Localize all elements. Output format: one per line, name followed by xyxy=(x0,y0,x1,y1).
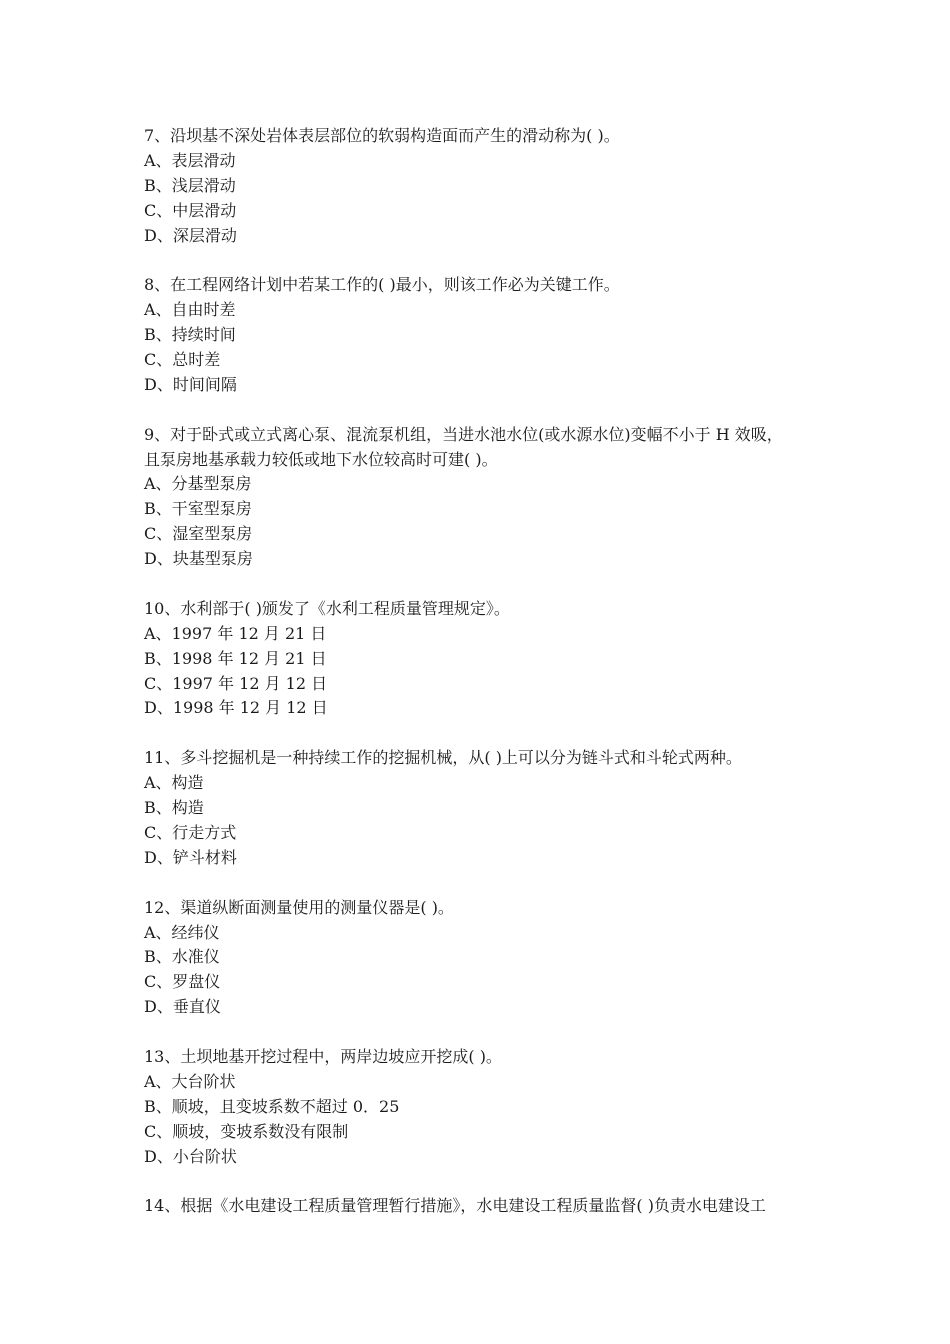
option-d: D、1998 年 12 月 12 日 xyxy=(144,698,328,718)
option-d: D、深层滑动 xyxy=(144,225,237,245)
question-8 xyxy=(144,273,824,397)
option-b: B、浅层滑动 xyxy=(144,175,236,195)
question-stem: 14、根据《水电建设工程质量管理暂行措施》，水电建设工程质量监督( )负责水电建设工 xyxy=(144,1196,766,1216)
question-stem: 11、多斗挖掘机是一种持续工作的挖掘机械，从( )上可以分为链斗式和斗轮式两种。 xyxy=(144,748,742,768)
option-d: D、时间间隔 xyxy=(144,374,237,394)
option-c: C、总时差 xyxy=(144,350,221,370)
option-c: C、湿室型泵房 xyxy=(144,524,253,544)
option-c: C、行走方式 xyxy=(144,822,237,842)
option-c: C、中层滑动 xyxy=(144,200,237,220)
question-12 xyxy=(144,896,824,1020)
option-b: B、干室型泵房 xyxy=(144,499,252,519)
option-b: B、构造 xyxy=(144,798,204,818)
question-stem: 12、渠道纵断面测量使用的测量仪器是( )。 xyxy=(144,897,454,917)
question-stem: 7、沿坝基不深处岩体表层部位的软弱构造面而产生的滑动称为( )。 xyxy=(144,126,620,145)
option-a: A、分基型泵房 xyxy=(144,474,252,494)
option-b: B、持续时间 xyxy=(144,325,236,345)
option-d: D、垂直仪 xyxy=(144,997,221,1017)
option-d: D、块基型泵房 xyxy=(144,549,253,569)
option-c: C、顺坡，变坡系数没有限制 xyxy=(144,1121,349,1141)
question-9 xyxy=(144,423,824,572)
option-b: B、水准仪 xyxy=(144,947,220,967)
option-a: A、构造 xyxy=(144,773,204,793)
question-stem-continued: 且泵房地基承载力较低或地下水位较高时可建( )。 xyxy=(144,449,498,469)
option-a: A、1997 年 12 月 21 日 xyxy=(144,623,327,643)
question-13 xyxy=(144,1045,824,1169)
question-stem: 9、对于卧式或立式离心泵、混流泵机组，当进水池水位(或水源水位)变幅不小于 H 效吸， xyxy=(144,424,783,444)
option-d: D、铲斗材料 xyxy=(144,847,237,867)
question-stem: 13、土坝地基开挖过程中，两岸边坡应开挖成( )。 xyxy=(144,1046,502,1066)
question-14 xyxy=(144,1194,824,1219)
question-10 xyxy=(144,597,824,721)
option-b: B、1998 年 12 月 21 日 xyxy=(144,648,327,668)
option-c: C、1997 年 12 月 12 日 xyxy=(144,673,328,693)
option-d: D、小台阶状 xyxy=(144,1146,237,1166)
option-a: A、表层滑动 xyxy=(144,150,236,170)
question-11 xyxy=(144,746,824,870)
question-stem: 10、水利部于( )颁发了《水利工程质量管理规定》。 xyxy=(144,598,510,618)
document-page xyxy=(144,124,824,1244)
question-stem: 8、在工程网络计划中若某工作的( )最小，则该工作必为关键工作。 xyxy=(144,275,620,295)
option-b: B、顺坡，且变坡系数不超过 0．25 xyxy=(144,1096,400,1116)
question-7 xyxy=(144,124,824,248)
option-c: C、罗盘仪 xyxy=(144,972,221,992)
option-a: A、经纬仪 xyxy=(144,922,220,942)
option-a: A、自由时差 xyxy=(144,300,236,320)
option-a: A、大台阶状 xyxy=(144,1071,236,1091)
